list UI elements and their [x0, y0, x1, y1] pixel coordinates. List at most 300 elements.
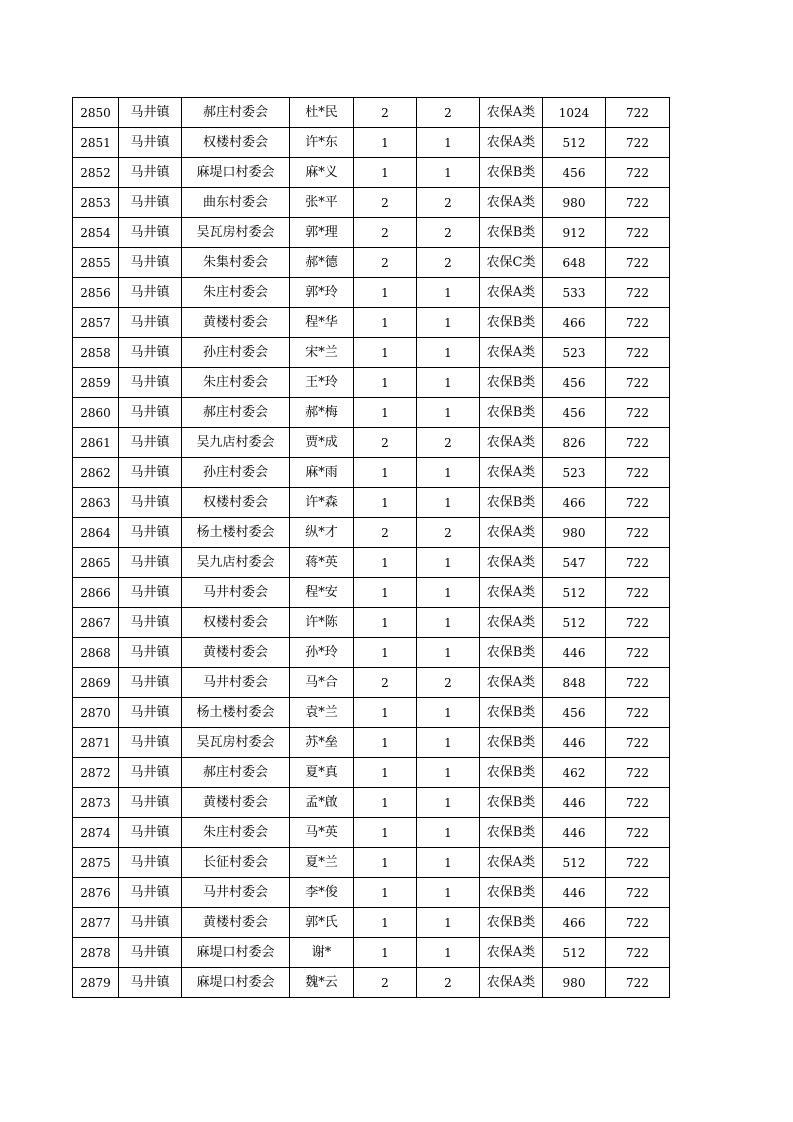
amount-cell: 512: [543, 848, 606, 878]
table-row: [73, 938, 670, 968]
standard-cell: 722: [606, 158, 670, 188]
amount-cell: 466: [543, 488, 606, 518]
standard-cell: 722: [606, 458, 670, 488]
standard-cell: 722: [606, 698, 670, 728]
village-cell: 马井村委会: [182, 878, 290, 908]
category-cell: 农保B类: [480, 908, 543, 938]
standard-cell: 722: [606, 728, 670, 758]
town-cell: 马井镇: [119, 128, 182, 158]
table-row: [73, 638, 670, 668]
amount-cell: 512: [543, 578, 606, 608]
count-b-cell: 1: [417, 128, 480, 158]
seq-cell: 2859: [73, 368, 119, 398]
seq-cell: 2867: [73, 608, 119, 638]
town-cell: 马井镇: [119, 758, 182, 788]
town-cell: 马井镇: [119, 188, 182, 218]
seq-cell: 2852: [73, 158, 119, 188]
standard-cell: 722: [606, 278, 670, 308]
name-cell: 夏*兰: [290, 848, 354, 878]
village-cell: 权楼村委会: [182, 488, 290, 518]
count-a-cell: 1: [354, 338, 417, 368]
seq-cell: 2853: [73, 188, 119, 218]
amount-cell: 446: [543, 788, 606, 818]
category-cell: 农保A类: [480, 338, 543, 368]
standard-cell: 722: [606, 218, 670, 248]
village-cell: 朱庄村委会: [182, 278, 290, 308]
amount-cell: 512: [543, 608, 606, 638]
name-cell: 张*平: [290, 188, 354, 218]
seq-cell: 2857: [73, 308, 119, 338]
count-a-cell: 1: [354, 758, 417, 788]
count-a-cell: 2: [354, 428, 417, 458]
town-cell: 马井镇: [119, 248, 182, 278]
count-b-cell: 1: [417, 848, 480, 878]
count-b-cell: 1: [417, 398, 480, 428]
name-cell: 许*东: [290, 128, 354, 158]
name-cell: 袁*兰: [290, 698, 354, 728]
village-cell: 麻堤口村委会: [182, 968, 290, 998]
count-b-cell: 1: [417, 488, 480, 518]
standard-cell: 722: [606, 98, 670, 128]
table-row: [73, 818, 670, 848]
count-a-cell: 1: [354, 908, 417, 938]
category-cell: 农保A类: [480, 98, 543, 128]
count-b-cell: 2: [417, 218, 480, 248]
seq-cell: 2862: [73, 458, 119, 488]
name-cell: 纵*才: [290, 518, 354, 548]
count-a-cell: 1: [354, 458, 417, 488]
table-row: [73, 278, 670, 308]
village-cell: 权楼村委会: [182, 128, 290, 158]
town-cell: 马井镇: [119, 338, 182, 368]
table-row: [73, 368, 670, 398]
table-row: [73, 548, 670, 578]
name-cell: 苏*垒: [290, 728, 354, 758]
table-row: [73, 878, 670, 908]
category-cell: 农保B类: [480, 488, 543, 518]
category-cell: 农保B类: [480, 698, 543, 728]
count-b-cell: 1: [417, 638, 480, 668]
village-cell: 黄楼村委会: [182, 908, 290, 938]
category-cell: 农保B类: [480, 308, 543, 338]
category-cell: 农保A类: [480, 578, 543, 608]
seq-cell: 2866: [73, 578, 119, 608]
count-b-cell: 1: [417, 278, 480, 308]
count-b-cell: 2: [417, 968, 480, 998]
name-cell: 马*英: [290, 818, 354, 848]
count-b-cell: 1: [417, 788, 480, 818]
name-cell: 魏*云: [290, 968, 354, 998]
village-cell: 孙庄村委会: [182, 458, 290, 488]
seq-cell: 2856: [73, 278, 119, 308]
name-cell: 杜*民: [290, 98, 354, 128]
town-cell: 马井镇: [119, 908, 182, 938]
village-cell: 黄楼村委会: [182, 788, 290, 818]
table-row: [73, 728, 670, 758]
village-cell: 吴瓦房村委会: [182, 728, 290, 758]
standard-cell: 722: [606, 848, 670, 878]
seq-cell: 2875: [73, 848, 119, 878]
data-table: [72, 97, 670, 998]
seq-cell: 2863: [73, 488, 119, 518]
name-cell: 贾*成: [290, 428, 354, 458]
standard-cell: 722: [606, 908, 670, 938]
category-cell: 农保A类: [480, 128, 543, 158]
count-a-cell: 1: [354, 818, 417, 848]
table-row: [73, 338, 670, 368]
count-b-cell: 1: [417, 368, 480, 398]
count-b-cell: 1: [417, 458, 480, 488]
amount-cell: 446: [543, 638, 606, 668]
name-cell: 程*安: [290, 578, 354, 608]
amount-cell: 980: [543, 968, 606, 998]
standard-cell: 722: [606, 668, 670, 698]
seq-cell: 2878: [73, 938, 119, 968]
name-cell: 王*玲: [290, 368, 354, 398]
village-cell: 吴九店村委会: [182, 548, 290, 578]
village-cell: 郝庄村委会: [182, 398, 290, 428]
count-a-cell: 1: [354, 278, 417, 308]
count-a-cell: 2: [354, 248, 417, 278]
name-cell: 麻*雨: [290, 458, 354, 488]
name-cell: 李*俊: [290, 878, 354, 908]
town-cell: 马井镇: [119, 398, 182, 428]
amount-cell: 533: [543, 278, 606, 308]
town-cell: 马井镇: [119, 638, 182, 668]
seq-cell: 2877: [73, 908, 119, 938]
table-row: [73, 968, 670, 998]
category-cell: 农保A类: [480, 188, 543, 218]
table-row: [73, 458, 670, 488]
amount-cell: 1024: [543, 98, 606, 128]
village-cell: 朱庄村委会: [182, 368, 290, 398]
seq-cell: 2872: [73, 758, 119, 788]
seq-cell: 2873: [73, 788, 119, 818]
count-b-cell: 1: [417, 878, 480, 908]
village-cell: 孙庄村委会: [182, 338, 290, 368]
table-row: [73, 188, 670, 218]
amount-cell: 456: [543, 698, 606, 728]
amount-cell: 456: [543, 368, 606, 398]
town-cell: 马井镇: [119, 788, 182, 818]
amount-cell: 512: [543, 128, 606, 158]
standard-cell: 722: [606, 758, 670, 788]
standard-cell: 722: [606, 518, 670, 548]
count-b-cell: 2: [417, 428, 480, 458]
seq-cell: 2876: [73, 878, 119, 908]
count-a-cell: 1: [354, 128, 417, 158]
village-cell: 马井村委会: [182, 668, 290, 698]
table-row: [73, 488, 670, 518]
town-cell: 马井镇: [119, 818, 182, 848]
name-cell: 宋*兰: [290, 338, 354, 368]
table-body: [73, 98, 670, 998]
name-cell: 夏*真: [290, 758, 354, 788]
category-cell: 农保A类: [480, 548, 543, 578]
category-cell: 农保A类: [480, 278, 543, 308]
standard-cell: 722: [606, 818, 670, 848]
count-a-cell: 1: [354, 578, 417, 608]
count-b-cell: 2: [417, 248, 480, 278]
table-row: [73, 398, 670, 428]
name-cell: 郭*氏: [290, 908, 354, 938]
standard-cell: 722: [606, 878, 670, 908]
village-cell: 黄楼村委会: [182, 638, 290, 668]
standard-cell: 722: [606, 308, 670, 338]
town-cell: 马井镇: [119, 308, 182, 338]
category-cell: 农保B类: [480, 218, 543, 248]
amount-cell: 446: [543, 878, 606, 908]
seq-cell: 2851: [73, 128, 119, 158]
village-cell: 杨土楼村委会: [182, 698, 290, 728]
village-cell: 郝庄村委会: [182, 758, 290, 788]
amount-cell: 648: [543, 248, 606, 278]
table-row: [73, 758, 670, 788]
standard-cell: 722: [606, 428, 670, 458]
count-b-cell: 1: [417, 308, 480, 338]
village-cell: 吴九店村委会: [182, 428, 290, 458]
standard-cell: 722: [606, 608, 670, 638]
village-cell: 郝庄村委会: [182, 98, 290, 128]
category-cell: 农保B类: [480, 818, 543, 848]
count-a-cell: 1: [354, 548, 417, 578]
count-a-cell: 1: [354, 308, 417, 338]
count-a-cell: 2: [354, 188, 417, 218]
village-cell: 长征村委会: [182, 848, 290, 878]
count-b-cell: 1: [417, 578, 480, 608]
table-row: [73, 608, 670, 638]
village-cell: 朱集村委会: [182, 248, 290, 278]
town-cell: 马井镇: [119, 668, 182, 698]
category-cell: 农保B类: [480, 878, 543, 908]
seq-cell: 2850: [73, 98, 119, 128]
town-cell: 马井镇: [119, 878, 182, 908]
village-cell: 吴瓦房村委会: [182, 218, 290, 248]
village-cell: 麻堤口村委会: [182, 158, 290, 188]
town-cell: 马井镇: [119, 98, 182, 128]
name-cell: 郝*梅: [290, 398, 354, 428]
table-row: [73, 698, 670, 728]
table-row: [73, 158, 670, 188]
town-cell: 马井镇: [119, 368, 182, 398]
standard-cell: 722: [606, 398, 670, 428]
name-cell: 孟*啟: [290, 788, 354, 818]
seq-cell: 2854: [73, 218, 119, 248]
count-b-cell: 1: [417, 608, 480, 638]
table-row: [73, 848, 670, 878]
seq-cell: 2858: [73, 338, 119, 368]
amount-cell: 446: [543, 728, 606, 758]
amount-cell: 523: [543, 338, 606, 368]
amount-cell: 512: [543, 938, 606, 968]
town-cell: 马井镇: [119, 518, 182, 548]
town-cell: 马井镇: [119, 578, 182, 608]
count-a-cell: 1: [354, 608, 417, 638]
category-cell: 农保B类: [480, 368, 543, 398]
standard-cell: 722: [606, 338, 670, 368]
standard-cell: 722: [606, 788, 670, 818]
table-row: [73, 908, 670, 938]
standard-cell: 722: [606, 248, 670, 278]
standard-cell: 722: [606, 968, 670, 998]
count-a-cell: 1: [354, 938, 417, 968]
amount-cell: 547: [543, 548, 606, 578]
count-a-cell: 2: [354, 218, 417, 248]
amount-cell: 523: [543, 458, 606, 488]
amount-cell: 466: [543, 308, 606, 338]
standard-cell: 722: [606, 128, 670, 158]
name-cell: 麻*义: [290, 158, 354, 188]
amount-cell: 826: [543, 428, 606, 458]
standard-cell: 722: [606, 638, 670, 668]
town-cell: 马井镇: [119, 158, 182, 188]
standard-cell: 722: [606, 938, 670, 968]
count-a-cell: 1: [354, 728, 417, 758]
standard-cell: 722: [606, 578, 670, 608]
village-cell: 曲东村委会: [182, 188, 290, 218]
count-b-cell: 2: [417, 188, 480, 218]
village-cell: 杨土楼村委会: [182, 518, 290, 548]
table-row: [73, 518, 670, 548]
village-cell: 麻堤口村委会: [182, 938, 290, 968]
town-cell: 马井镇: [119, 458, 182, 488]
category-cell: 农保A类: [480, 458, 543, 488]
count-b-cell: 1: [417, 818, 480, 848]
table-row: [73, 578, 670, 608]
village-cell: 权楼村委会: [182, 608, 290, 638]
category-cell: 农保B类: [480, 728, 543, 758]
name-cell: 郭*玲: [290, 278, 354, 308]
table-row: [73, 248, 670, 278]
seq-cell: 2879: [73, 968, 119, 998]
count-a-cell: 2: [354, 668, 417, 698]
table-row: [73, 428, 670, 458]
count-b-cell: 2: [417, 668, 480, 698]
village-cell: 黄楼村委会: [182, 308, 290, 338]
town-cell: 马井镇: [119, 728, 182, 758]
seq-cell: 2870: [73, 698, 119, 728]
seq-cell: 2861: [73, 428, 119, 458]
count-a-cell: 1: [354, 368, 417, 398]
amount-cell: 446: [543, 818, 606, 848]
seq-cell: 2855: [73, 248, 119, 278]
town-cell: 马井镇: [119, 938, 182, 968]
table-row: [73, 668, 670, 698]
village-cell: 马井村委会: [182, 578, 290, 608]
count-b-cell: 2: [417, 98, 480, 128]
category-cell: 农保A类: [480, 938, 543, 968]
count-b-cell: 1: [417, 728, 480, 758]
town-cell: 马井镇: [119, 218, 182, 248]
amount-cell: 980: [543, 188, 606, 218]
count-a-cell: 1: [354, 638, 417, 668]
count-b-cell: 1: [417, 938, 480, 968]
amount-cell: 456: [543, 398, 606, 428]
amount-cell: 462: [543, 758, 606, 788]
town-cell: 马井镇: [119, 278, 182, 308]
name-cell: 郝*德: [290, 248, 354, 278]
category-cell: 农保B类: [480, 788, 543, 818]
name-cell: 谢*: [290, 938, 354, 968]
standard-cell: 722: [606, 368, 670, 398]
count-a-cell: 1: [354, 398, 417, 428]
count-a-cell: 1: [354, 878, 417, 908]
name-cell: 许*森: [290, 488, 354, 518]
amount-cell: 848: [543, 668, 606, 698]
category-cell: 农保A类: [480, 428, 543, 458]
town-cell: 马井镇: [119, 608, 182, 638]
table-row: [73, 788, 670, 818]
count-b-cell: 1: [417, 698, 480, 728]
category-cell: 农保B类: [480, 398, 543, 428]
count-a-cell: 1: [354, 488, 417, 518]
count-a-cell: 1: [354, 158, 417, 188]
category-cell: 农保B类: [480, 758, 543, 788]
name-cell: 孙*玲: [290, 638, 354, 668]
seq-cell: 2865: [73, 548, 119, 578]
name-cell: 许*陈: [290, 608, 354, 638]
name-cell: 程*华: [290, 308, 354, 338]
standard-cell: 722: [606, 548, 670, 578]
name-cell: 马*合: [290, 668, 354, 698]
seq-cell: 2874: [73, 818, 119, 848]
table-row: [73, 218, 670, 248]
seq-cell: 2869: [73, 668, 119, 698]
amount-cell: 912: [543, 218, 606, 248]
count-a-cell: 2: [354, 968, 417, 998]
count-b-cell: 2: [417, 518, 480, 548]
town-cell: 马井镇: [119, 548, 182, 578]
standard-cell: 722: [606, 488, 670, 518]
count-b-cell: 1: [417, 908, 480, 938]
town-cell: 马井镇: [119, 848, 182, 878]
count-b-cell: 1: [417, 338, 480, 368]
count-a-cell: 1: [354, 788, 417, 818]
name-cell: 郭*理: [290, 218, 354, 248]
town-cell: 马井镇: [119, 968, 182, 998]
category-cell: 农保C类: [480, 248, 543, 278]
standard-cell: 722: [606, 188, 670, 218]
village-cell: 朱庄村委会: [182, 818, 290, 848]
category-cell: 农保A类: [480, 668, 543, 698]
name-cell: 蒋*英: [290, 548, 354, 578]
count-a-cell: 1: [354, 848, 417, 878]
seq-cell: 2868: [73, 638, 119, 668]
count-a-cell: 2: [354, 518, 417, 548]
amount-cell: 980: [543, 518, 606, 548]
table-row: [73, 98, 670, 128]
town-cell: 马井镇: [119, 488, 182, 518]
count-b-cell: 1: [417, 158, 480, 188]
category-cell: 农保A类: [480, 608, 543, 638]
amount-cell: 466: [543, 908, 606, 938]
seq-cell: 2860: [73, 398, 119, 428]
count-b-cell: 1: [417, 758, 480, 788]
amount-cell: 456: [543, 158, 606, 188]
category-cell: 农保B类: [480, 158, 543, 188]
count-a-cell: 1: [354, 698, 417, 728]
seq-cell: 2864: [73, 518, 119, 548]
seq-cell: 2871: [73, 728, 119, 758]
count-b-cell: 1: [417, 548, 480, 578]
table-row: [73, 128, 670, 158]
category-cell: 农保A类: [480, 848, 543, 878]
category-cell: 农保A类: [480, 968, 543, 998]
town-cell: 马井镇: [119, 698, 182, 728]
table-row: [73, 308, 670, 338]
category-cell: 农保B类: [480, 638, 543, 668]
count-a-cell: 2: [354, 98, 417, 128]
